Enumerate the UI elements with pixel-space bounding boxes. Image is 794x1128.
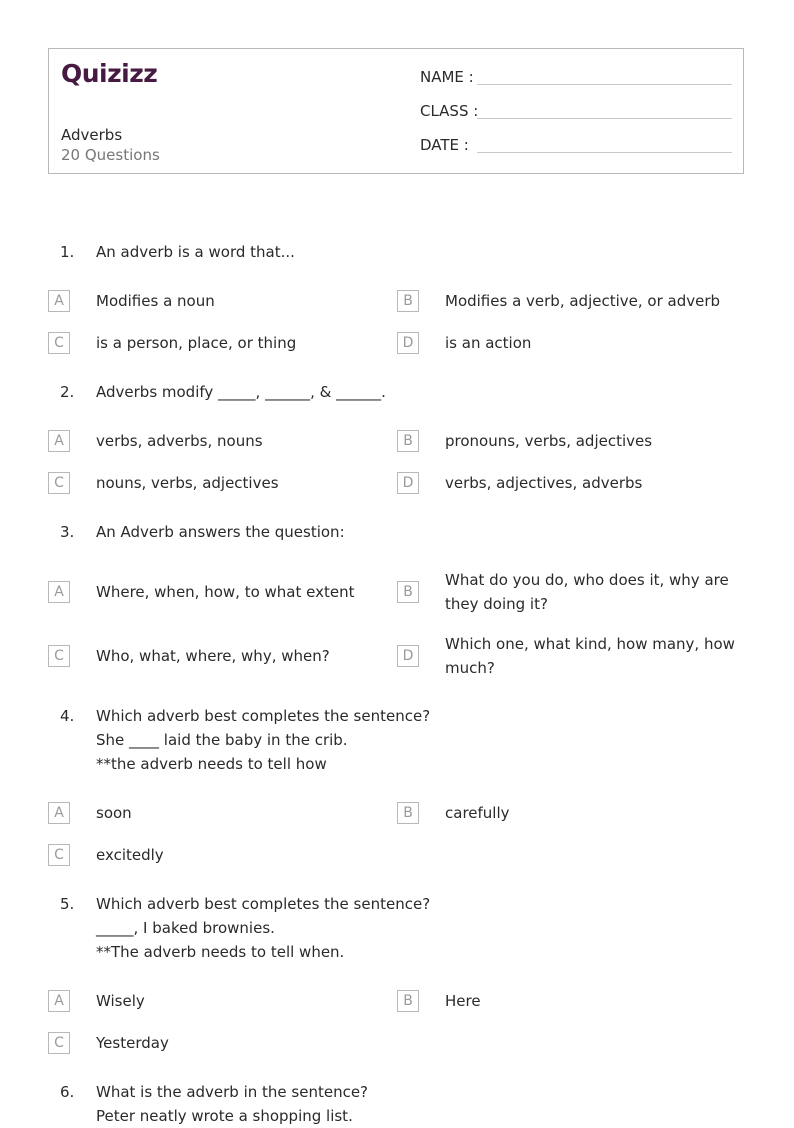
option-letter-box: C (48, 645, 70, 667)
option-text: Yesterday (96, 1034, 169, 1052)
option-letter-box: C (48, 844, 70, 866)
option-letter-box: D (397, 645, 419, 667)
option-text: carefully (445, 804, 510, 822)
question-line: Adverbs modify _____, ______, & ______. (96, 383, 386, 401)
option-text: Modifies a noun (96, 292, 215, 310)
option-text: Modifies a verb, adjective, or adverb (445, 292, 721, 310)
class-label: CLASS : (420, 102, 479, 120)
question-number: 2. (60, 383, 75, 401)
question-number: 4. (60, 707, 75, 725)
quizizz-logo: Quizizz (61, 59, 158, 88)
option-letter-box: A (48, 990, 70, 1012)
question-number: 1. (60, 243, 75, 261)
question-line: An adverb is a word that... (96, 243, 295, 261)
question-line: An Adverb answers the question: (96, 523, 345, 541)
option-letter-box: B (397, 290, 419, 312)
option-text: verbs, adjectives, adverbs (445, 474, 643, 492)
option-text: verbs, adverbs, nouns (96, 432, 263, 450)
option-letter-box: B (397, 430, 419, 452)
option-text: is a person, place, or thing (96, 334, 297, 352)
option-letter-box: B (397, 581, 419, 603)
question-line: Which adverb best completes the sentence? (96, 707, 431, 725)
option-text: Wisely (96, 992, 145, 1010)
worksheet-title: Adverbs (61, 126, 123, 144)
question-line: _____, I baked brownies. (96, 919, 275, 937)
question-count: 20 Questions (61, 146, 160, 164)
option-text: nouns, verbs, adjectives (96, 474, 279, 492)
option-text: Which one, what kind, how many, how much? (445, 635, 735, 677)
question-text (96, 380, 696, 404)
question-line: **the adverb needs to tell how (96, 755, 327, 773)
question-number: 6. (60, 1083, 75, 1101)
option-letter-box: C (48, 472, 70, 494)
option-text: Where, when, how, to what extent (96, 583, 355, 601)
option-text: Who, what, where, why, when? (96, 647, 330, 665)
name-label: NAME : (420, 68, 474, 86)
option-letter-box: A (48, 802, 70, 824)
option-text: pronouns, verbs, adjectives (445, 432, 653, 450)
option-letter-box: D (397, 472, 419, 494)
option-letter-box: D (397, 332, 419, 354)
option-letter-box: A (48, 290, 70, 312)
name-line[interactable] (477, 84, 732, 85)
question-line: What is the adverb in the sentence? (96, 1083, 369, 1101)
option-text: is an action (445, 334, 532, 352)
question-text (96, 1080, 696, 1128)
option-text: excitedly (96, 846, 164, 864)
question-number: 3. (60, 523, 75, 541)
question-text (96, 240, 696, 264)
question-text (96, 704, 696, 776)
option-letter-box: B (397, 990, 419, 1012)
date-label: DATE : (420, 136, 469, 154)
option-text: soon (96, 804, 132, 822)
option-text: What do you do, who does it, why are they doing it? (445, 571, 729, 613)
question-line: Which adverb best completes the sentence? (96, 895, 431, 913)
date-line[interactable] (477, 152, 732, 153)
worksheet-header (48, 48, 744, 174)
option-letter-box: B (397, 802, 419, 824)
question-line: Peter neatly wrote a shopping list. (96, 1107, 353, 1125)
option-letter-box: A (48, 581, 70, 603)
question-number: 5. (60, 895, 75, 913)
option-letter-box: C (48, 332, 70, 354)
option-letter-box: C (48, 1032, 70, 1054)
question-text (96, 520, 696, 544)
question-text (96, 892, 696, 964)
option-text: Here (445, 992, 481, 1010)
question-line: **The adverb needs to tell when. (96, 943, 345, 961)
question-line: She ____ laid the baby in the crib. (96, 731, 348, 749)
class-line[interactable] (477, 118, 732, 119)
option-letter-box: A (48, 430, 70, 452)
